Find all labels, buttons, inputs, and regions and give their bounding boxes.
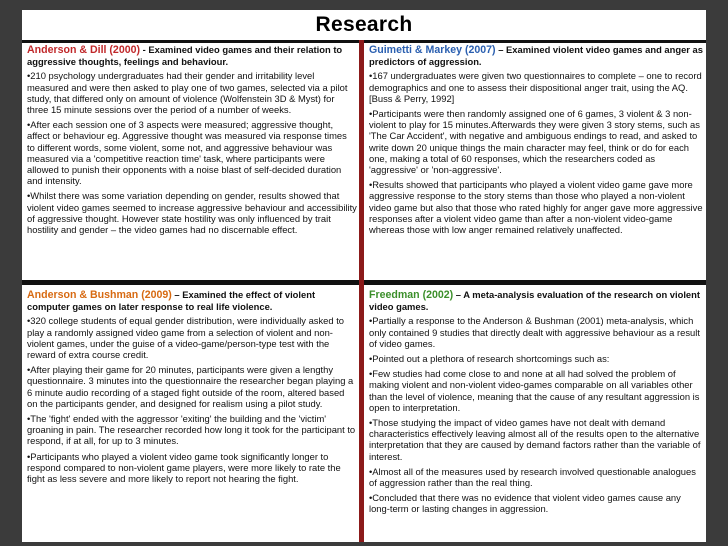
vertical-divider bbox=[359, 40, 364, 542]
bullet-point: •Few studies had come close to and none at all had solved the problem of making violent and non-violent video-games comparable on all variables other than the level of violence, meaning that the cause of any resultant aggression is open to interpretation. bbox=[369, 368, 700, 413]
bullet-point: •Almost all of the measures used by research involved questionable analogues of aggression rather than the real thing. bbox=[369, 465, 696, 489]
study-description: - Examined video games and their relation to aggressive thoughts, feelings and behaviour. bbox=[27, 44, 343, 68]
bullet-point: •Partially a response to the Anderson & Bushman (2001) meta-analysis, which only contained 9 studies that directly dealt with aggressive behaviour as a result of video games. bbox=[369, 315, 700, 349]
study-description: – A meta-analysis evaluation of the research on violent video games. bbox=[369, 289, 700, 313]
bullet-point: •320 college students of equal gender distribution, were individually asked to play a randomly assigned video game from a selection of violent and non-violent games, under the guise of a video-game/person-type test with the reward of extra course credit. bbox=[27, 315, 345, 361]
citation: Anderson & Dill (2000) bbox=[27, 44, 141, 56]
bullet-point: •After each session one of 3 aspects were measured; aggressive thought, affect or behaviour eg. Aggressive thought was measured via response times to different words, some violent, some not, and aggressive behaviour was measured via a 'competitive reaction time' task, where participants were allowed to punish their opponents with a noise blast of self-decided duration and intensity. bbox=[27, 119, 347, 187]
panel-heading bbox=[369, 44, 703, 67]
bullet-point: •167 undergraduates were given two questionnaires to complete – one to record demographics and one to assess their dispositional anger trait, using the AQ. [Buss & Perry, 1992] bbox=[369, 70, 702, 104]
page-title: Research bbox=[315, 13, 413, 36]
panel-freedman bbox=[369, 288, 703, 540]
panel-heading bbox=[369, 289, 703, 312]
panel-anderson-dill bbox=[27, 43, 357, 279]
citation: Freedman (2002) bbox=[369, 289, 454, 301]
citation: Anderson & Bushman (2009) bbox=[27, 289, 172, 301]
bullet-point: •Participants who played a violent video game took significantly longer to respond compared to non-violent game players, were more likely to rate the fight as less severe and more likely to report not hearing the fight. bbox=[27, 450, 341, 485]
study-description: – Examined violent video games and anger as predictors of aggression. bbox=[369, 44, 703, 68]
panel-heading bbox=[27, 44, 357, 67]
bullet-point: •Participants were then randomly assigned one of 6 games, 3 violent & 3 non-violent to play for 15 minutes.Afterwards they were given 3 story stems, such as 'The Car Accident', with negative and ambiguous endings to read, and asked to write down 20 unique things the main character may feel, think or do for each one, making a total of 60 responses, which the researchers coded as 'aggressive' or 'non-aggressive'. bbox=[369, 108, 700, 176]
slide bbox=[22, 10, 706, 542]
panel-anderson-bushman bbox=[27, 288, 357, 540]
bullet-point: •210 psychology undergraduates had their gender and irritability level measured and were then asked to play one of two games, selected via a pilot study, that differed only on amount of violence (Wolfenstein 3D & Myst) for three 15 minute sessions over the period of a number of weeks. bbox=[27, 70, 348, 116]
bullet-point: •Results showed that participants who played a violent video game gave more aggressive response to the story stems than those who played a non-violent video game but also that those who rated highly for anger gave more aggressive responses after a violent video game than after a non-violent video-game whereas those with low anger remained relatively unaffected. bbox=[369, 179, 703, 236]
bullet-point: •Concluded that there was no evidence that violent video games cause any long-term or lasting changes in aggression. bbox=[369, 492, 681, 515]
study-description: – Examined the effect of violent computer games on later response to real life violence. bbox=[27, 289, 316, 313]
citation: Guimetti & Markey (2007) bbox=[369, 44, 496, 56]
bullet-point: •Those studying the impact of video games have not dealt with demand characteristics effectively leaving almost all of the results open to the alternative interpretation that they are caused by demand factors rather than the variable of interest. bbox=[369, 417, 701, 462]
bullet-point: •The 'fight' ended with the aggressor 'exiting' the building and the 'victim' groaning in pain. The researcher recorded how long it took for the participant to respond, if at all, for up to 3 minutes. bbox=[27, 413, 356, 447]
bullet-point: •After playing their game for 20 minutes, participants were given a lengthy questionnaire. 3 minutes into the questionnaire the researcher began playing a 6 minute audio recording of a staged fight outside of the room, altered based on the participants gender, and designed for realism using a pilot study. bbox=[27, 364, 354, 409]
panel-guimetti-markey bbox=[369, 43, 703, 279]
bullet-point: •Pointed out a plethora of research shortcomings such as: bbox=[369, 353, 610, 365]
horizontal-divider bbox=[22, 280, 706, 285]
bullet-point: •Whilst there was some variation depending on gender, results showed that violent video games seemed to increase aggressive behaviour and accessibility of aggressive thought. However state hostility was only influenced by trait hostility and gender – the video games had no discernable effect. bbox=[27, 190, 357, 236]
panel-heading bbox=[27, 289, 357, 312]
